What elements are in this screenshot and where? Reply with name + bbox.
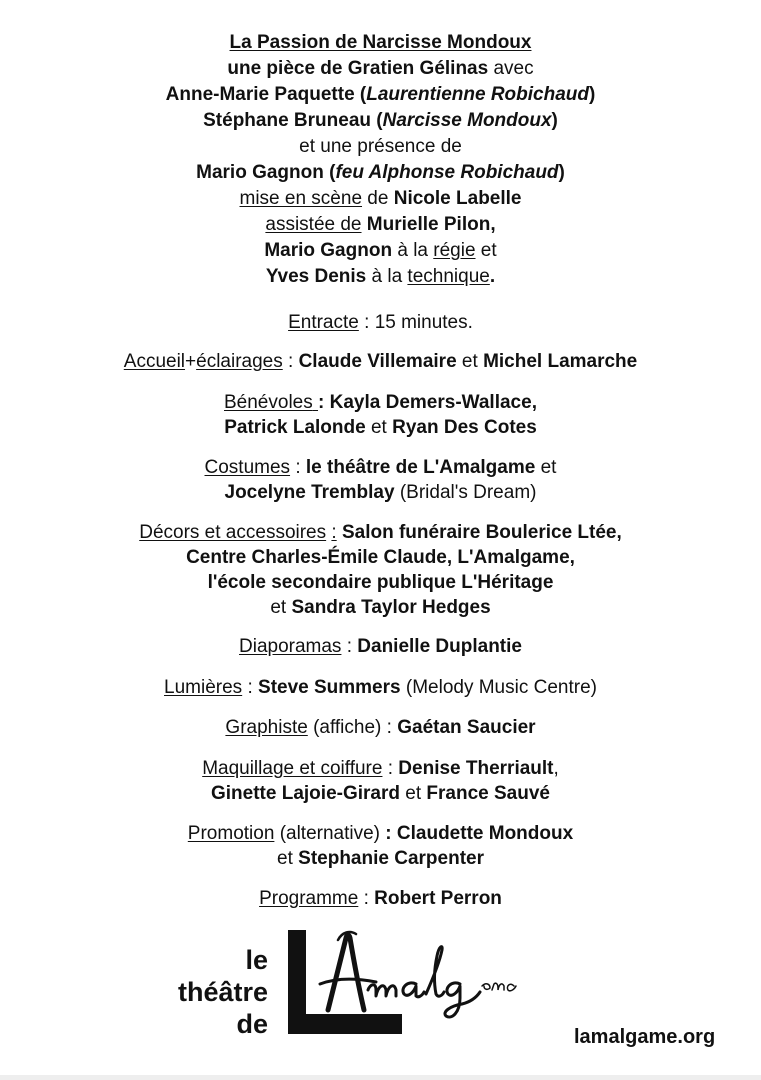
maquillage-label: Maquillage et coiffure [202, 758, 383, 779]
maquillage-name3: France Sauvé [426, 783, 550, 804]
play-by: une pièce de Gratien Gélinas [227, 58, 489, 79]
et-text: et [370, 417, 387, 438]
lumieres-label: Lumières [164, 677, 243, 698]
promotion-label: Promotion [187, 823, 275, 844]
lumieres-note: (Melody Music Centre) [405, 677, 597, 698]
decors-name4: Sandra Taylor Hedges [291, 597, 491, 618]
entracte-line: Entracte : 15 minutes. [288, 312, 473, 333]
decors-line4 [0, 595, 761, 621]
tech-label: technique [407, 266, 490, 287]
presence-text: et une présence de [299, 136, 462, 157]
actor2-line: Stéphane Bruneau (Narcisse Mondoux) [203, 110, 558, 131]
decors-name3: l'école secondaire publique L'Héritage [207, 572, 554, 593]
presence-line [0, 134, 761, 160]
lumieres-name: Steve Summers [258, 677, 401, 698]
maquillage-line2 [0, 781, 761, 807]
et-text: et [480, 240, 497, 261]
amalgame-logo [284, 926, 564, 1036]
accueil-name1: Claude Villemaire [298, 351, 457, 372]
benevoles-line1: Bénévoles : Kayla Demers-Wallace, [224, 392, 537, 413]
actor2-role: Narcisse Mondoux [382, 110, 552, 131]
accueil-name2: Michel Lamarche [483, 351, 638, 372]
costumes-line2 [0, 480, 761, 506]
mise-label: mise en scène [239, 188, 363, 209]
et-text: et [461, 351, 478, 372]
decors-label: Décors et accessoires [139, 522, 327, 543]
programme-label: Programme [259, 888, 359, 909]
costumes-note: (Bridal's Dream) [399, 482, 537, 503]
diaporamas-name: Danielle Duplantie [357, 636, 522, 657]
programme-name: Robert Perron [374, 888, 502, 909]
director-name: Nicole Labelle [393, 188, 522, 209]
actor3-line: Mario Gagnon (feu Alphonse Robichaud) [196, 162, 565, 183]
programme-line: Programme : Robert Perron [259, 888, 502, 909]
a-la-text: à la [397, 240, 428, 261]
technique-line: Yves Denis à la technique. [265, 266, 496, 287]
play-title-line [0, 30, 761, 56]
regie-name: Mario Gagnon [264, 240, 393, 261]
promotion-note: (alternative) [279, 823, 381, 844]
scan-edge [0, 1075, 761, 1080]
benevoles-line2 [0, 415, 761, 441]
costumes-name2: Jocelyne Tremblay [224, 482, 395, 503]
assistant-line [0, 212, 761, 238]
logo-word-theatre: théâtre [177, 977, 268, 1007]
assist-label: assistée de [265, 214, 362, 235]
benevoles-label: Bénévoles [224, 392, 313, 413]
actor1-name: Anne-Marie Paquette [165, 84, 355, 105]
plus-sign: + [185, 351, 197, 372]
et-text: et [540, 457, 557, 478]
de-text: de [367, 188, 389, 209]
maquillage-line1: Maquillage et coiffure : Denise Therriault, [202, 758, 559, 779]
et-text: et [277, 848, 293, 869]
benevoles-name3: Ryan Des Cotes [392, 417, 537, 438]
website-link[interactable]: lamalgame.org [574, 1026, 716, 1048]
eclairages-label: éclairages [196, 351, 283, 372]
tech-name: Yves Denis [265, 266, 367, 287]
et-text: et [405, 783, 422, 804]
promotion-line1: Promotion (alternative) : Claudette Mondoux [187, 823, 574, 844]
benevoles-name1: Kayla Demers-Wallace, [329, 392, 537, 413]
play-title: La Passion de Narcisse Mondoux [229, 32, 532, 53]
accueil-line: Accueil+éclairages : Claude Villemaire et Michel Lamarche [123, 351, 638, 372]
actor3-role: feu Alphonse Robichaud [335, 162, 559, 183]
decors-name1: Salon funéraire Boulerice Ltée, [341, 522, 622, 543]
diaporamas-label: Diaporamas [239, 636, 342, 657]
maquillage-name1: Denise Therriault [398, 758, 554, 779]
decors-name2: Centre Charles-Émile Claude, L'Amalgame, [186, 547, 575, 568]
promotion-name2: Stephanie Carpenter [298, 848, 484, 869]
logo-words [172, 944, 268, 1040]
logo-word-le: le [245, 945, 268, 975]
actor1-role: Laurentienne Robichaud [366, 84, 589, 105]
promotion-name1: Claudette Mondoux [396, 823, 574, 844]
entracte-value: 15 minutes. [374, 312, 473, 333]
graphiste-label: Graphiste [225, 717, 308, 738]
graphiste-line: Graphiste (affiche) : Gaétan Saucier [225, 717, 536, 738]
author-line [0, 56, 761, 82]
decors-line3 [0, 570, 761, 596]
actor3-name: Mario Gagnon [196, 162, 324, 183]
maquillage-name2: Ginette Lajoie-Girard [211, 783, 400, 804]
decors-line2 [0, 545, 761, 571]
actor1-line: Anne-Marie Paquette (Laurentienne Robichaud) [165, 84, 596, 105]
actor2-name: Stéphane Bruneau [203, 110, 371, 131]
regie-line [0, 238, 761, 264]
entracte-label: Entracte [288, 312, 359, 333]
costumes-line1: Costumes : le théâtre de L'Amalgame et [204, 457, 557, 478]
graphiste-name: Gaétan Saucier [397, 717, 536, 738]
costumes-name1: le théâtre de L'Amalgame [305, 457, 536, 478]
lumieres-line: Lumières : Steve Summers (Melody Music Centre) [164, 677, 597, 698]
director-line [0, 186, 761, 212]
accueil-label: Accueil [123, 351, 186, 372]
promotion-line2 [0, 846, 761, 872]
benevoles-name2: Patrick Lalonde [224, 417, 366, 438]
a-la-text: à la [371, 266, 403, 287]
avec-text: avec [493, 58, 534, 79]
diaporamas-line: Diaporamas : Danielle Duplantie [239, 636, 522, 657]
et-text: et [270, 597, 287, 618]
assistant-name: Murielle Pilon, [366, 214, 496, 235]
logo-word-de: de [236, 1009, 268, 1039]
costumes-label: Costumes [204, 457, 291, 478]
regie-label: régie [433, 240, 476, 261]
decors-line1: Décors et accessoires : Salon funéraire Boulerice Ltée, [139, 522, 622, 543]
graphiste-note: (affiche) [313, 717, 382, 738]
